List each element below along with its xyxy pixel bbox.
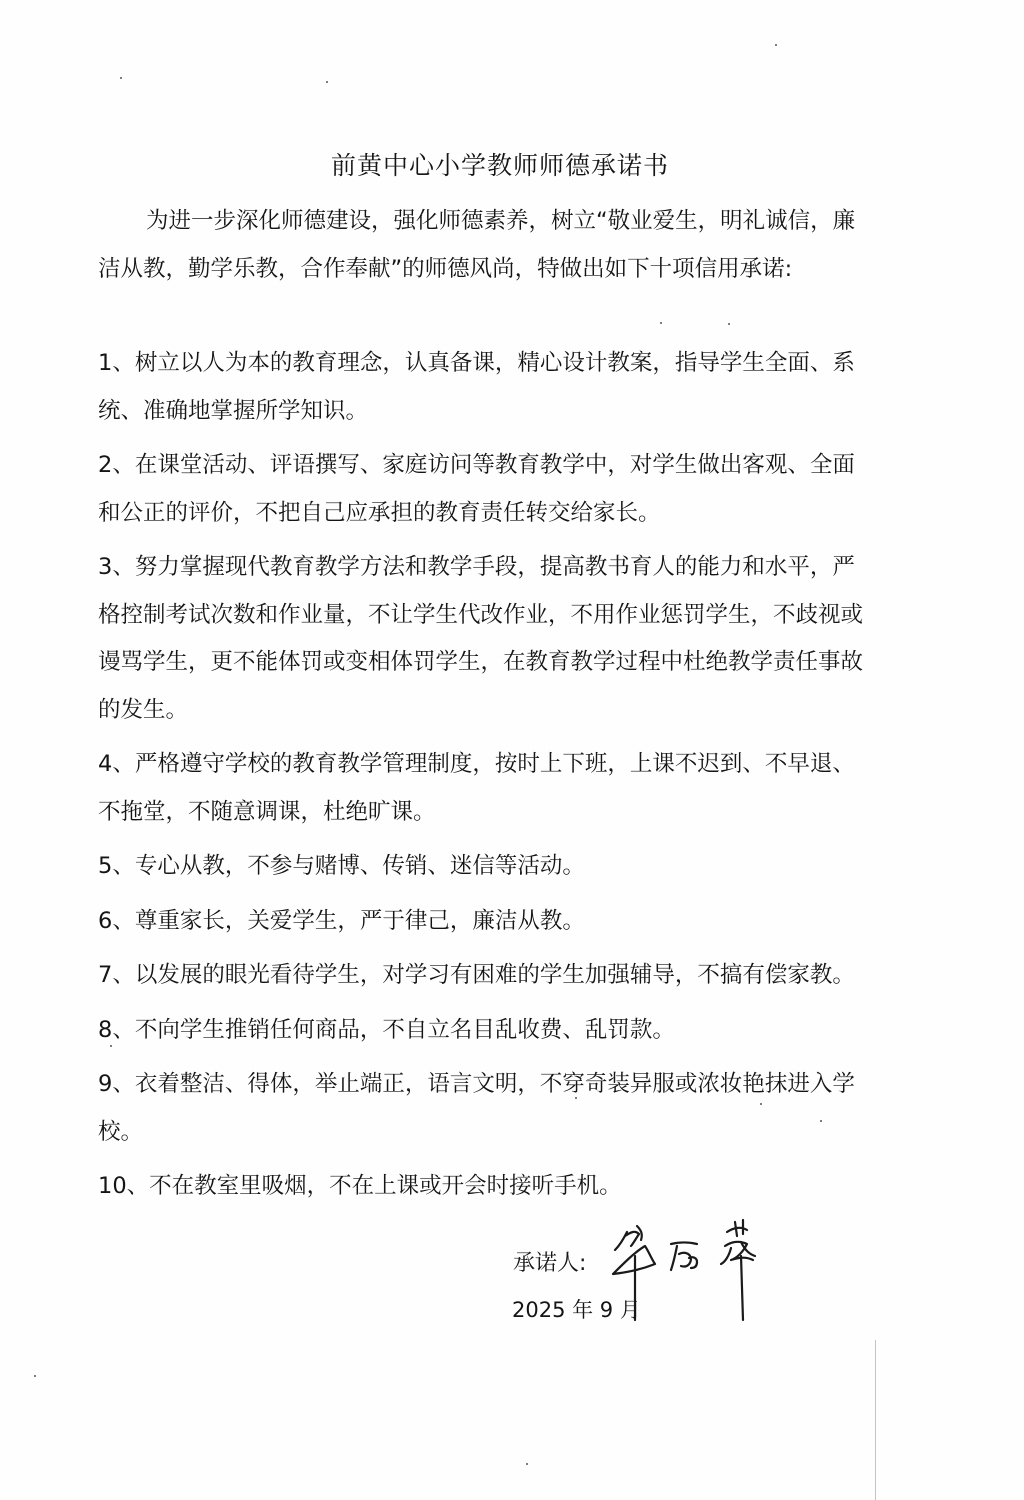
intro-paragraph: 为进一步深化师德建设，强化师德素养，树立“敬业爱生，明礼诚信，廉洁从教，勤学乐教，合作奉献”的师德风尚，特做出如下十项信用承诺: xyxy=(98,208,856,282)
scan-speck xyxy=(526,1463,528,1465)
commitment-item-10: 10、不在教室里吸烟，不在上课或开会时接听手机。 xyxy=(98,1173,622,1199)
commitment-item-5: 5、专心从教，不参与赌博、传销、迷信等活动。 xyxy=(98,853,585,879)
scan-speck xyxy=(760,1103,762,1105)
scan-speck xyxy=(820,1120,822,1122)
signoff xyxy=(513,1246,586,1277)
scan-edge-line xyxy=(875,1340,876,1500)
commitment-item-1: 1、树立以人为本的教育理念，认真备课，精心设计教案，指导学生全面、系统、准确地掌握所学知识。 xyxy=(98,350,855,424)
commitment-item-2: 2、在课堂活动、评语撰写、家庭访问等教育教学中，对学生做出客观、全面和公正的评价，不把自己应承担的教育责任转交给家长。 xyxy=(98,452,855,526)
commitment-list xyxy=(98,340,868,1211)
signoff-date: 2025 年 9 月 xyxy=(512,1298,641,1322)
scan-speck xyxy=(575,1097,577,1099)
scan-speck xyxy=(34,1375,36,1377)
scan-speck xyxy=(775,44,777,46)
commitment-item-8: 8、不向学生推销任何商品，不自立名目乱收费、乱罚款。 xyxy=(98,1016,675,1043)
signoff-label: 承诺人: xyxy=(513,1251,587,1276)
commitment-item-9: 9、衣着整洁、得体，举止端正，语言文明，不穿奇装异服或浓妆艳抹进入学校。 xyxy=(98,1071,855,1145)
document-title: 前黄中心小学教师师德承诺书 xyxy=(330,151,669,180)
commitment-item-6: 6、尊重家长，关爱学生，严于律己，廉洁从教。 xyxy=(98,907,585,934)
commitment-item-4: 4、严格遵守学校的教育教学管理制度，按时上下班，上课不迟到、不早退、不拖堂，不随意调课，杜绝旷课。 xyxy=(98,751,855,825)
scan-speck xyxy=(120,77,122,79)
scan-speck xyxy=(660,322,662,324)
commitment-item-3: 3、努力掌握现代教育教学方法和教学手段，提高教书育人的能力和水平，严格控制考试次数和作业量，不让学生代改作业，不用作业惩罚学生，不歧视或谩骂学生，更不能体罚或变相体罚学生，在教育教学过程中杜绝教学责任事故的发生。 xyxy=(98,554,864,723)
scan-speck xyxy=(326,81,328,83)
commitment-item-7: 7、以发展的眼光看待学生，对学习有困难的学生加强辅导，不搞有偿家教。 xyxy=(98,962,855,988)
scan-speck xyxy=(728,323,730,325)
scan-speck xyxy=(110,1045,112,1047)
